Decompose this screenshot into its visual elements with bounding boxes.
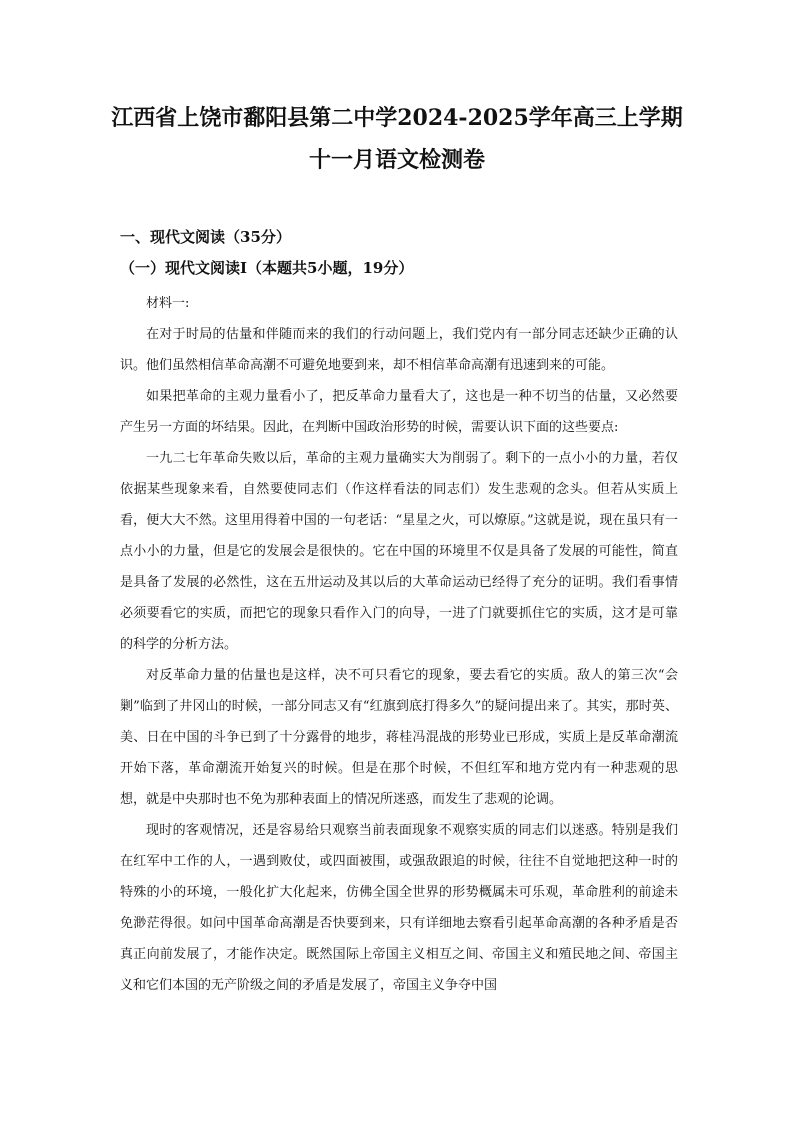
paragraph-2: 如果把革命的主观力量看小了，把反革命力量看大了，这也是一种不切当的估量，又必然要产生另一方面的坏结果。因此，在判断中国政治形势的时候，需要认识下面的这些要点: — [120, 389, 678, 435]
reading-material — [120, 288, 678, 1001]
paragraph-3: 一九二七年革命失败以后，革命的主观力量确实大为削弱了。剩下的一点小小的力量，若仅依据某些现象来看，自然要使同志们（作这样看法的同志们）发生悲观的念头。但若从实质上看，便大大不然。这里用得着中国的一句老话：“星星之火，可以燎原。”这就是说，现在虽只有一点小小的力量，但是它的发展会是很快的。它在中国的环境里不仅是具备了发展的可能性，简直是具备了发展的必然性，这在五卅运动及其以后的大革命运动已经得了充分的证明。我们看事情必须要看它的实质，而把它的现象只看作入门的向导，一进了门就要抓住它的实质，这才是可靠的科学的分析方法。 — [120, 451, 678, 652]
section-heading: 一、现代文阅读（35分） — [120, 228, 291, 246]
paragraph-1: 在对于时局的估量和伴随而来的我们的行动问题上，我们党内有一部分同志还缺少正确的认识。他们虽然相信革命高潮不可避免地要到来，却不相信革命高潮有迅速到来的可能。 — [120, 327, 678, 373]
document-title-line1: 江西省上饶市鄱阳县第二中学2024-2025学年高三上学期 — [111, 105, 683, 131]
subsection-heading: （一）现代文阅读Ⅰ（本题共5小题，19分） — [120, 259, 414, 277]
document-title-line2: 十一月语文检测卷 — [308, 147, 485, 173]
material-label: 材料一: — [146, 296, 190, 311]
paragraph-4: 对反革命力量的估量也是这样，决不可只看它的现象，要去看它的实质。敌人的第三次“会剿”临到了井冈山的时候，一部分同志又有“红旗到底打得多久”的疑问提出来了。其实，那时英、美、日在中国的斗争已到了十分露骨的地步，蒋桂冯混战的形势业已形成，实质上是反革命潮流开始下落，革命潮流开始复兴的时候。但是在那个时候，不但红军和地方党内有一种悲观的思想，就是中央那时也不免为那种表面上的情况所迷惑，而发生了悲观的论调。 — [120, 668, 678, 807]
paragraph-5: 现时的客观情况，还是容易给只观察当前表面现象不观察实质的同志们以迷惑。特别是我们在红军中工作的人，一遇到败仗，或四面被围，或强敌跟追的时候，往往不自觉地把这种一时的特殊的小的环境，一般化扩大化起来，仿佛全国全世界的形势概属未可乐观，革命胜利的前途未免渺茫得很。如问中国革命高潮是否快要到来，只有详细地去察看引起革命高潮的各种矛盾是否真正向前发展了，才能作决定。既然国际上帝国主义相互之间、帝国主义和殖民地之间、帝国主义和它们本国的无产阶级之间的矛盾是发展了，帝国主义争夺中国 — [120, 823, 678, 993]
